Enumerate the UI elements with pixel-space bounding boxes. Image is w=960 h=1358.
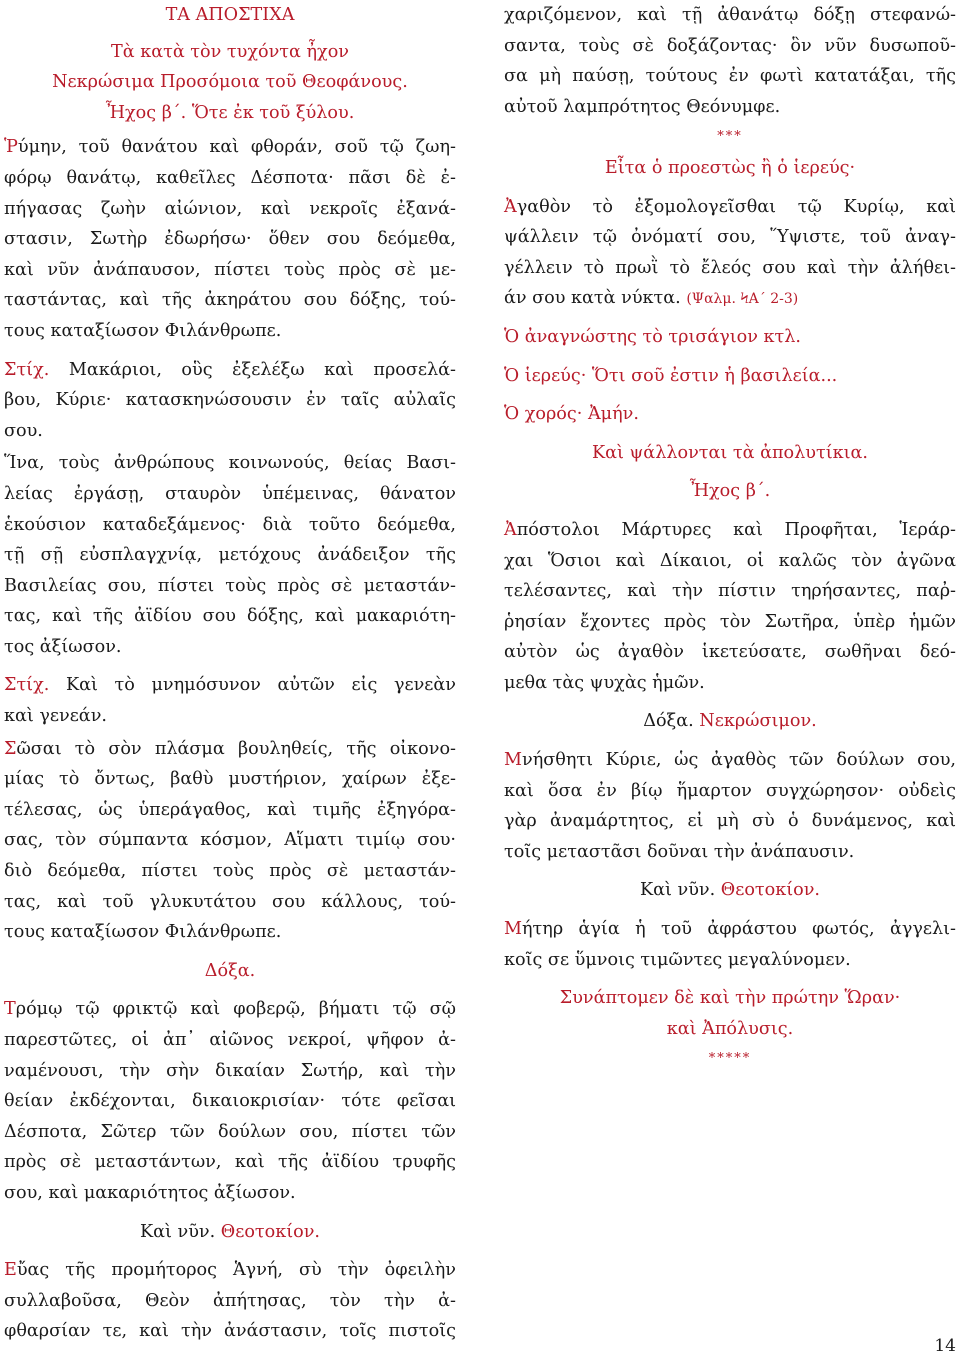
priest-rubric: Εἶτα ὁ προεστὼς ἢ ὁ ἱερεύς·: [604, 157, 856, 178]
hymn-sosai: [4, 734, 456, 948]
hymn-line: μίας τὸ ὄντως, βαθὺ μυστήριον, χαίρων ἐξε-: [4, 769, 456, 790]
psalm-agathon: [504, 192, 956, 314]
hymn-line: Βασιλείας σου, πίστει τοὺς πρὸς σὲ μεταστάν-: [4, 575, 456, 596]
hymn-line: ναμένουσι, τὴν σὴν δικαίαν Σωτήρ, καὶ τὴν: [4, 1060, 456, 1081]
hymn-line: τῇ σῇ εὐσπλαγχνίᾳ, μετόχους ἀνάδειξον τῆς: [4, 545, 456, 566]
hymn-line: καὶ νῦν ἀνάπαυσον, πίστει τοὺς πρὸς σὲ με-: [4, 259, 456, 280]
hymn-ina: [4, 448, 456, 662]
hymn-line: πρὸς σὲ μεταστάντων, καὶ τῆς ἀϊδίου τρυφῆς: [4, 1152, 456, 1173]
verse-line: καὶ γενεάν.: [4, 706, 107, 727]
drop-initial: Ε: [4, 1260, 17, 1281]
hymn-line: σαντα, τοὺς σὲ δοξάζοντας· ὃν νῦν δυσωποῦ-: [504, 35, 956, 56]
hymn-line: φθαρσίαν τε, καὶ τὴν ἀνάστασιν, τοῖς πιστοῖς: [4, 1321, 456, 1342]
hymn-continuation: [504, 0, 956, 122]
right-column: [504, 0, 956, 1075]
hymn-line: συλλαβοῦσα, Θεὸν ἀπήτησας, τὸν τὴν ἀ-: [4, 1290, 456, 1311]
hymn-line: ἑκούσιον καταδεξάμενος· διὰ τοῦτο δεόμεθα,: [4, 514, 456, 535]
hymn-line: Ἀπόστολοι Μάρτυρες καὶ Προφῆται, Ἱεράρ-: [504, 519, 956, 540]
hymn-line: Μνήσθητι Κύριε, ὡς ἀγαθὸς τῶν δούλων σου,: [504, 750, 956, 771]
choir-response: Ὁ χορός· Ἀμήν.: [504, 404, 639, 425]
end-stars: *****: [708, 1051, 752, 1067]
hymn-line: τας, καὶ τῆς ἀϊδίου σου δόξης, καὶ μακαριότη-: [4, 606, 456, 627]
hymn-mnisthiti: [504, 745, 956, 867]
hymn-line: σου, καὶ μακαριότητος ἀξίωσον.: [4, 1182, 296, 1203]
hymn-line: καὶ ὅσα ἐν βίῳ ἥμαρτον συγχώρησον· οὐδεὶς: [504, 780, 956, 801]
drop-initial: Μ: [504, 750, 523, 771]
hymn-line: Εὔας τῆς προμήτορος Ἁγνή, σὺ τὴν ὀφειλὴν: [4, 1260, 456, 1281]
psalm-line: άν σου κατὰ νύκτα. (Ψαλμ. ϞΑ΄ 2-3): [504, 288, 799, 309]
verse-line: σου.: [4, 420, 43, 441]
subtitle-prosomoia: Νεκρώσιμα Προσόμοια τοῦ Θεοφάνους.: [52, 72, 408, 93]
drop-initial: Ῥ: [4, 137, 18, 158]
drop-initial: Μ: [504, 919, 523, 940]
hymn-line: ῥησίαν ἔχοντες πρὸς τὸν Σωτῆρα, ὑπὲρ ἡμῶν: [504, 611, 956, 632]
verse-stich-1: [4, 355, 456, 447]
hymn-line: τους καταξίωσον Φιλάνθρωπε.: [4, 922, 282, 943]
hymn-line: ταστάντας, καὶ τῆς ἀκηράτου σου δόξης, τού-: [4, 290, 456, 311]
apolysis-rubric: καὶ Ἀπόλυσις.: [666, 1018, 794, 1039]
hymn-line: Ἵνα, τοὺς ἀνθρώπους κοινωνούς, θείας Βασι-: [4, 453, 456, 474]
hymn-line: αὐτὸν ὡς ἀγαθὸν ἱκετεύσατε, σωθῆναι δεό-: [504, 642, 956, 663]
psalm-line: ψάλλειν τῷ ὀνόματί σου, Ὕψιστε, τοῦ ἀναγ-: [504, 227, 956, 248]
psalm-line: γέλλειν τὸ πρωῒ τὸ ἔλεός σου καὶ τὴν ἀλήθει-: [504, 257, 956, 278]
section-stars: ***: [717, 129, 743, 145]
section-title: ΤΑ ΑΠΟΣΤΙΧΑ: [165, 5, 295, 25]
verse-line: βου, Κύριε· κατασκηνώσουσιν ἐν ταῖς αὐλαῖς: [4, 390, 456, 411]
hymn-line: Μήτηρ ἁγία ἡ τοῦ ἀφράστου φωτός, ἀγγελι-: [504, 919, 956, 940]
hymn-line: παρεστῶτες, οἱ ἀπ᾿ αἰῶνος νεκροί, ψῆφον ἀ-: [4, 1030, 456, 1050]
hymn-tromo: [4, 994, 456, 1208]
verse-label: Στίχ.: [4, 359, 50, 380]
hymn-line: θείαν ἐκδέχονται, δικαιοκρισίαν· τότε φεῖσαι: [4, 1091, 456, 1112]
apolytikia-rubric: Καὶ ψάλλονται τὰ ἀπολυτίκια.: [592, 442, 868, 463]
left-column: [4, 0, 456, 1347]
priest-ekphonesis: Ὁ ἱερεύς· Ὅτι σοῦ ἐστιν ἡ βασιλεία...: [504, 365, 838, 386]
page-number: 14: [934, 1336, 956, 1356]
verse-stich-2: [4, 670, 456, 731]
hymn-line: διὸ δεόμεθα, πίστει τοὺς πρὸς σὲ μεταστάν-: [4, 861, 456, 882]
hymn-line: γὰρ ἀναμάρτητος, εἰ μὴ σὺ ὁ δυνάμενος, καὶ: [504, 811, 956, 832]
drop-initial: Σ: [4, 738, 17, 759]
verse-line: Στίχ. Καὶ τὸ μνημόσυνον αὐτῶν εἰς γενεὰν: [4, 675, 456, 696]
hymn-rhymin: [4, 132, 456, 346]
subtitle-echos: Ἦχος β΄. Ὅτε ἐκ τοῦ ξύλου.: [105, 102, 355, 123]
verse-label: Στίχ.: [4, 675, 50, 696]
verse-line: Στίχ. Μακάριοι, οὓς ἐξελέξω καὶ προσελά-: [4, 359, 456, 380]
kai-nyn-heading: Καὶ νῦν. Θεοτοκίον.: [139, 1221, 321, 1242]
echos-heading: Ἦχος β΄.: [689, 481, 771, 502]
hymn-line: τοῖς μεταστᾶσι δοῦναι τὴν ἀνάπαυσιν.: [504, 841, 855, 862]
subtitle-tone: Τὰ κατὰ τὸν τυχόντα ἦχον: [111, 41, 349, 62]
reader-rubric: Ὁ ἀναγνώστης τὸ τρισάγιον κτλ.: [504, 326, 802, 347]
hymn-line: χαριζόμενον, καὶ τῇ ἀθανάτῳ δόξῃ στεφανώ-: [504, 5, 956, 25]
hymn-line: τος ἀξίωσον.: [4, 636, 122, 657]
hymn-line: σα μὴ παύσῃ, τούτους ἐν φωτὶ κατατάξαι, τῆς: [504, 66, 956, 87]
hymn-line: κοῖς σε ὕμνοις τιμῶντες μεγαλύνομεν.: [504, 949, 851, 970]
hymn-line: μεθα τὰς ψυχὰς ἡμῶν.: [504, 672, 705, 693]
kai-nyn-theotokion-heading: Καὶ νῦν. Θεοτοκίον.: [639, 880, 821, 901]
hymn-line: φόρῳ θανάτῳ, καθεῖλες Δέσποτα· πᾶσι δὲ ἐ-: [4, 167, 456, 188]
hymn-line: τέλεσας, ὡς ὑπεράγαθος, καὶ τιμῆς ἐξηγόρα-: [4, 799, 456, 820]
doxa-nekrosimon-heading: Δόξα. Νεκρώσιμον.: [643, 711, 817, 732]
hymn-line: τελέσαντες, καὶ τὴν πίστιν τηρήσαντες, παῤ-: [504, 581, 956, 602]
synaptomen-rubric: Συνάπτομεν δὲ καὶ τὴν πρώτην Ὥραν·: [559, 988, 901, 1009]
hymn-line: στασιν, Σωτὴρ ἐδωρήσω· ὅθεν σου δεόμεθα,: [4, 229, 456, 250]
drop-initial: Ἀ: [504, 519, 517, 540]
hymn-line: σας, τὸν σύμπαντα κόσμον, Αἵματι τιμίῳ σου·: [4, 830, 456, 851]
hymn-line: Τρόμῳ τῷ φρικτῷ καὶ φοβερῷ, βήματι τῷ σῷ: [4, 999, 456, 1020]
doxa-heading: Δόξα.: [204, 960, 256, 981]
hymn-line: Δέσποτα, Σῶτερ τῶν δούλων σου, πίστει τῶν: [4, 1121, 456, 1142]
hymn-line: πήγασας ζωὴν αἰώνιον, καὶ νεκροῖς ἐξανά-: [4, 198, 456, 219]
hymn-line: λείας ἐργάσῃ, σταυρὸν ὑπέμεινας, θάνατον: [4, 483, 456, 504]
psalm-line: Ἀγαθὸν τὸ ἐξομολογεῖσθαι τῷ Κυρίῳ, καὶ: [504, 196, 956, 217]
hymn-apostoloi: [504, 515, 956, 699]
psalm-reference: (Ψαλμ. ϞΑ΄ 2-3): [686, 291, 799, 308]
hymn-line: τας, καὶ τοῦ γλυκυτάτου σου κάλλους, τού-: [4, 891, 456, 912]
hymn-mitir: [504, 914, 956, 975]
hymn-line: χαι Ὅσιοι καὶ Δίκαιοι, οἱ καλῶς τὸν ἀγῶνα: [504, 550, 956, 571]
hymn-line: τους καταξίωσον Φιλάνθρωπε.: [4, 320, 282, 341]
hymn-line: Ῥύμην, τοῦ θανάτου καὶ φθοράν, σοῦ τῷ ζωη-: [4, 137, 456, 158]
drop-initial: Ἀ: [504, 196, 517, 217]
hymn-line: Σῶσαι τὸ σὸν πλάσμα βουληθείς, τῆς οἰκονο-: [4, 738, 456, 759]
hymn-eyas: [4, 1255, 456, 1347]
drop-initial: Τ: [4, 999, 16, 1020]
hymn-line: αὐτοῦ λαμπρότητος Θεόνυμφε.: [504, 96, 781, 117]
